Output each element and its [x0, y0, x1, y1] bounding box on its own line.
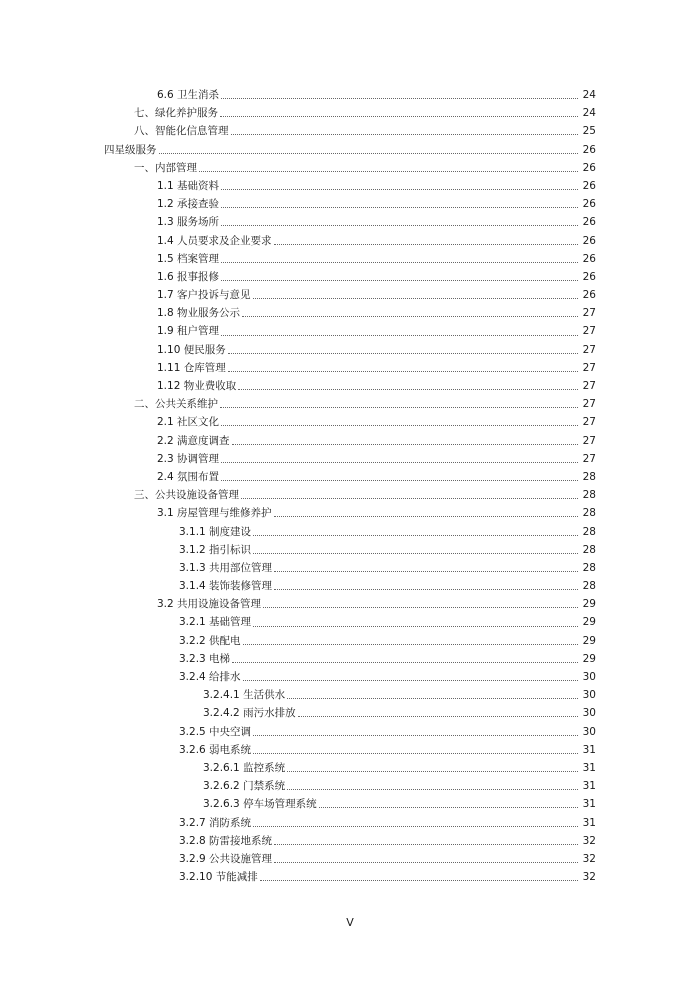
toc-entry-label: 3.2.6.1 监控系统 [203, 761, 286, 774]
dot-leader [263, 606, 578, 608]
toc-entry-page: 28 [582, 489, 596, 502]
toc-entry-page: 28 [582, 507, 596, 520]
toc-entry-label: 1.10 便民服务 [157, 343, 226, 356]
toc-entry[interactable] [0, 341, 700, 359]
dot-leader [231, 133, 579, 135]
toc-entry-page: 26 [582, 161, 596, 174]
toc-entry-label: 1.3 服务场所 [157, 216, 220, 229]
toc-entry[interactable] [0, 777, 700, 795]
toc-entry-label: 3.2.7 消防系统 [179, 816, 252, 829]
toc-entry[interactable] [0, 613, 700, 631]
dot-leader [319, 806, 578, 808]
toc-entry[interactable] [0, 814, 700, 832]
toc-entry-label: 3.2.2 供配电 [179, 634, 241, 647]
toc-entry-page: 27 [582, 416, 596, 429]
dot-leader [253, 734, 578, 736]
toc-entry-page: 27 [582, 343, 596, 356]
toc-entry[interactable] [0, 413, 700, 431]
toc-entry-label: 2.3 协调管理 [157, 452, 220, 465]
toc-entry-page: 30 [582, 689, 596, 702]
toc-entry[interactable] [0, 450, 700, 468]
dot-leader [221, 206, 578, 208]
toc-entry[interactable] [0, 359, 700, 377]
dot-leader [232, 661, 578, 663]
toc-entry-page: 27 [582, 398, 596, 411]
toc-entry[interactable] [0, 523, 700, 541]
toc-entry-label: 2.1 社区文化 [157, 416, 220, 429]
toc-entry-label: 3.2.6 弱电系统 [179, 743, 252, 756]
toc-entry-label: 3.1.3 共用部位管理 [179, 561, 273, 574]
toc-entry-label: 3.1.2 指引标识 [179, 543, 252, 556]
toc-entry-page: 28 [582, 525, 596, 538]
toc-entry-label: 3.2.6.2 门禁系统 [203, 780, 286, 793]
dot-leader [253, 552, 578, 554]
toc-entry-page: 24 [582, 107, 596, 120]
toc-entry[interactable] [0, 577, 700, 595]
toc-entry[interactable] [0, 486, 700, 504]
dot-leader [298, 715, 578, 717]
toc-entry-label: 1.5 档案管理 [157, 252, 220, 265]
toc-entry[interactable] [0, 595, 700, 613]
dot-leader [253, 752, 578, 754]
dot-leader [253, 297, 578, 299]
toc-entry-label: 6.6 卫生消杀 [157, 89, 220, 101]
toc-entry[interactable] [0, 86, 700, 104]
toc-entry-label: 三、公共设施设备管理 [134, 489, 239, 502]
toc-entry-label: 八、智能化信息管理 [134, 125, 229, 138]
toc-entry-page: 27 [582, 307, 596, 320]
toc-entry[interactable] [0, 122, 700, 140]
dot-leader [253, 625, 578, 627]
toc-entry-page: 31 [582, 743, 596, 756]
toc-entry-page: 30 [582, 671, 596, 683]
toc-entry-page: 28 [582, 470, 596, 483]
toc-entry-label: 3.2.4.2 雨污水排放 [203, 707, 296, 720]
toc-entry-label: 3.2.9 公共设施管理 [179, 852, 273, 865]
toc-entry-page: 28 [582, 580, 596, 593]
dot-leader [221, 261, 578, 263]
toc-entry[interactable] [0, 195, 700, 213]
toc-entry-page: 29 [582, 634, 596, 647]
table-of-contents [0, 86, 700, 886]
toc-entry-label: 七、绿化养护服务 [134, 107, 218, 120]
toc-entry-label: 3.2.10 节能减排 [179, 871, 258, 884]
toc-entry-page: 26 [582, 252, 596, 265]
page-number: V [346, 916, 354, 929]
dot-leader [274, 588, 578, 590]
toc-entry-label: 2.4 氛围布置 [157, 470, 220, 483]
dot-leader [274, 570, 578, 572]
toc-entry[interactable] [0, 268, 700, 286]
toc-entry-label: 1.11 仓库管理 [157, 361, 226, 374]
dot-leader [221, 188, 578, 190]
dot-leader [243, 643, 578, 645]
toc-entry-label: 3.1 房屋管理与维修养护 [157, 507, 272, 520]
toc-entry[interactable] [0, 686, 700, 704]
toc-entry[interactable] [0, 504, 700, 522]
toc-entry[interactable] [0, 104, 700, 122]
toc-entry-label: 1.4 人员要求及企业要求 [157, 234, 272, 247]
dot-leader [199, 170, 578, 172]
toc-entry[interactable] [0, 559, 700, 577]
toc-entry[interactable] [0, 632, 700, 650]
dot-leader [228, 352, 578, 354]
dot-leader [260, 879, 578, 881]
toc-entry[interactable] [0, 432, 700, 450]
dot-leader [274, 243, 578, 245]
dot-leader [241, 497, 578, 499]
toc-entry-page: 29 [582, 652, 596, 665]
dot-leader [159, 152, 579, 154]
toc-entry[interactable] [0, 868, 700, 886]
toc-entry[interactable] [0, 213, 700, 231]
toc-entry-page: 32 [582, 852, 596, 865]
dot-leader [287, 770, 578, 772]
toc-entry[interactable] [0, 377, 700, 395]
dot-leader [274, 515, 578, 517]
toc-entry-page: 26 [582, 289, 596, 302]
dot-leader [243, 679, 578, 681]
dot-leader [287, 788, 578, 790]
dot-leader [274, 843, 578, 845]
toc-entry-page: 25 [582, 125, 596, 138]
toc-entry[interactable] [0, 177, 700, 195]
toc-entry[interactable] [0, 232, 700, 250]
dot-leader [221, 424, 578, 426]
dot-leader [287, 697, 578, 699]
dot-leader [220, 115, 578, 117]
dot-leader [253, 534, 578, 536]
toc-entry-label: 四星级服务 [104, 143, 157, 156]
toc-entry-page: 27 [582, 380, 596, 392]
toc-entry-label: 1.8 物业服务公示 [157, 307, 241, 320]
toc-entry-page: 32 [582, 871, 596, 884]
toc-entry-label: 1.6 报事报修 [157, 270, 220, 283]
toc-entry-page: 29 [582, 598, 596, 611]
toc-entry-page: 26 [582, 216, 596, 229]
toc-entry-label: 3.2.1 基础管理 [179, 616, 252, 629]
toc-entry-page: 30 [582, 725, 596, 738]
toc-entry[interactable] [0, 795, 700, 813]
dot-leader [228, 370, 578, 372]
toc-entry[interactable] [0, 850, 700, 868]
toc-entry-label: 1.1 基础资料 [157, 179, 220, 192]
toc-entry-page: 30 [582, 707, 596, 720]
dot-leader [221, 224, 578, 226]
toc-entry-page: 24 [582, 89, 596, 101]
toc-entry-page: 31 [582, 761, 596, 774]
toc-entry-label: 1.12 物业费收取 [157, 380, 237, 392]
toc-entry-label: 一、内部管理 [134, 161, 197, 174]
toc-entry-page: 27 [582, 434, 596, 447]
toc-entry[interactable] [0, 304, 700, 322]
toc-entry-page: 27 [582, 325, 596, 338]
toc-entry-label: 二、公共关系维护 [134, 398, 218, 411]
toc-entry-label: 3.2.3 电梯 [179, 652, 231, 665]
toc-entry-label: 3.2.6.3 停车场管理系统 [203, 798, 317, 811]
dot-leader [220, 406, 578, 408]
toc-entry[interactable] [0, 141, 700, 159]
toc-entry[interactable] [0, 723, 700, 741]
dot-leader [242, 315, 578, 317]
toc-entry-page: 28 [582, 543, 596, 556]
toc-entry[interactable] [0, 668, 700, 686]
toc-entry[interactable] [0, 322, 700, 340]
toc-entry[interactable] [0, 159, 700, 177]
dot-leader [274, 861, 578, 863]
toc-entry[interactable] [0, 468, 700, 486]
toc-entry-page: 26 [582, 198, 596, 211]
toc-entry[interactable] [0, 250, 700, 268]
dot-leader [221, 461, 578, 463]
toc-entry[interactable] [0, 759, 700, 777]
toc-entry-page: 26 [582, 234, 596, 247]
toc-entry-page: 27 [582, 452, 596, 465]
toc-entry-page: 32 [582, 834, 596, 847]
dot-leader [221, 334, 578, 336]
toc-entry-label: 3.2 共用设施设备管理 [157, 598, 262, 611]
toc-entry[interactable] [0, 741, 700, 759]
toc-entry-label: 1.2 承接查验 [157, 198, 220, 211]
toc-entry[interactable] [0, 704, 700, 722]
toc-entry-label: 3.2.4.1 生活供水 [203, 689, 286, 702]
toc-entry-page: 31 [582, 798, 596, 811]
dot-leader [232, 443, 578, 445]
toc-entry-label: 3.2.4 给排水 [179, 671, 241, 683]
toc-entry[interactable] [0, 541, 700, 559]
dot-leader [238, 388, 578, 390]
toc-entry-label: 3.1.4 装饰装修管理 [179, 580, 273, 593]
toc-entry[interactable] [0, 832, 700, 850]
dot-leader [221, 97, 578, 99]
toc-entry-label: 3.1.1 制度建设 [179, 525, 252, 538]
toc-entry-page: 26 [582, 179, 596, 192]
toc-entry-page: 26 [582, 270, 596, 283]
toc-entry-label: 3.2.5 中央空调 [179, 725, 252, 738]
toc-entry-label: 2.2 满意度调查 [157, 434, 230, 447]
toc-entry-page: 31 [582, 780, 596, 793]
dot-leader [221, 279, 578, 281]
toc-entry[interactable] [0, 650, 700, 668]
toc-entry[interactable] [0, 395, 700, 413]
dot-leader [253, 825, 578, 827]
toc-entry-page: 28 [582, 561, 596, 574]
toc-entry-label: 1.7 客户投诉与意见 [157, 289, 251, 302]
toc-entry-page: 31 [582, 816, 596, 829]
toc-entry-page: 29 [582, 616, 596, 629]
toc-entry-page: 26 [582, 143, 596, 156]
toc-entry-label: 1.9 租户管理 [157, 325, 220, 338]
toc-entry[interactable] [0, 286, 700, 304]
dot-leader [221, 479, 578, 481]
toc-entry-label: 3.2.8 防雷接地系统 [179, 834, 273, 847]
toc-entry-page: 27 [582, 361, 596, 374]
